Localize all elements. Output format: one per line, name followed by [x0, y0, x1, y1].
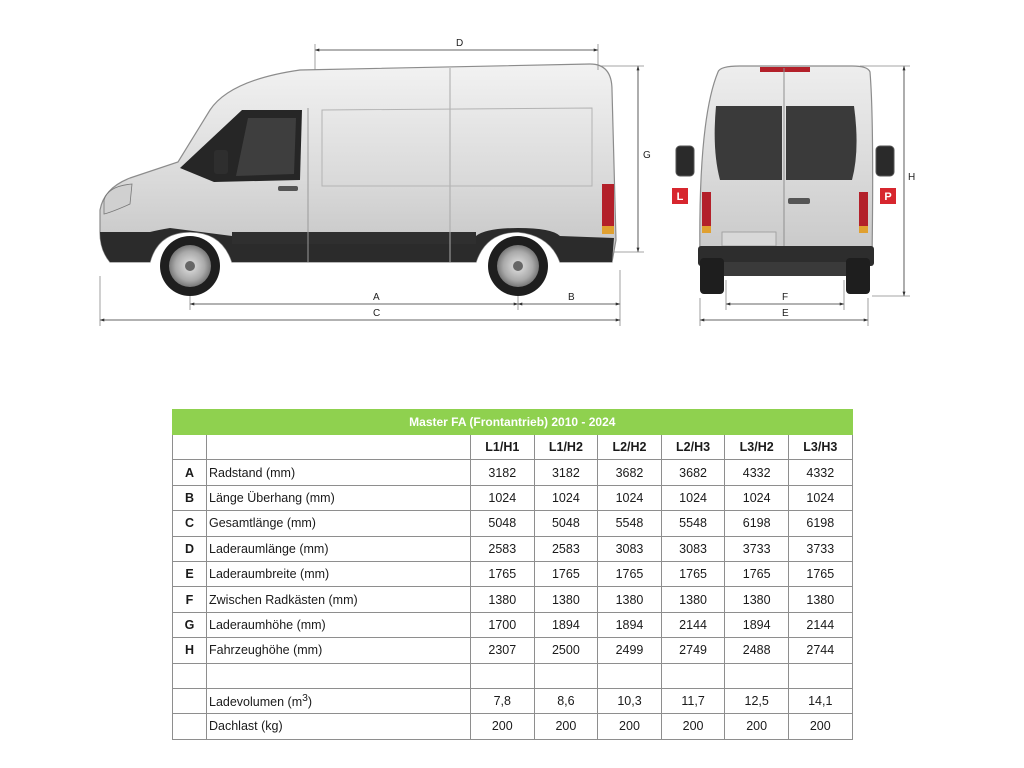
spacer-cell — [173, 663, 207, 688]
volume-value: 8,6 — [534, 688, 598, 713]
column-header: L2/H2 — [598, 435, 662, 460]
row-label: Laderaumbreite (mm) — [207, 561, 471, 586]
row-value: 1380 — [598, 587, 662, 612]
volume-value: 11,7 — [661, 688, 725, 713]
row-value: 6198 — [725, 511, 789, 536]
table-row — [173, 536, 853, 561]
table-row-roof-load — [173, 714, 853, 739]
van-dimension-drawing — [0, 0, 1024, 340]
roof-load-value: 200 — [598, 714, 662, 739]
row-value: 1024 — [534, 485, 598, 510]
row-key: A — [173, 460, 207, 485]
row-value: 2488 — [725, 638, 789, 663]
spacer-cell — [661, 663, 725, 688]
volume-value: 12,5 — [725, 688, 789, 713]
table-row — [173, 612, 853, 637]
row-value: 3182 — [534, 460, 598, 485]
roof-load-value: 200 — [534, 714, 598, 739]
row-key: D — [173, 536, 207, 561]
row-value: 3682 — [661, 460, 725, 485]
table-title: Master FA (Frontantrieb) 2010 - 2024 — [173, 410, 853, 435]
row-label: Laderaumhöhe (mm) — [207, 612, 471, 637]
van-side-view — [100, 64, 616, 296]
row-value: 1765 — [661, 561, 725, 586]
table-spacer-row — [173, 663, 853, 688]
row-value: 3182 — [471, 460, 535, 485]
row-value: 1024 — [725, 485, 789, 510]
row-value: 2583 — [534, 536, 598, 561]
row-value: 1024 — [788, 485, 852, 510]
volume-unit-superscript: 3 — [302, 693, 308, 705]
column-header: L2/H3 — [661, 435, 725, 460]
dim-label-b: B — [568, 292, 575, 303]
table-row-volume — [173, 688, 853, 713]
row-value: 2307 — [471, 638, 535, 663]
row-value: 1380 — [661, 587, 725, 612]
dim-label-f: F — [782, 292, 789, 303]
row-value: 1894 — [598, 612, 662, 637]
row-value: 4332 — [788, 460, 852, 485]
row-value: 4332 — [725, 460, 789, 485]
passenger-side-badge — [880, 188, 896, 204]
row-value: 3083 — [598, 536, 662, 561]
spacer-cell — [207, 663, 471, 688]
roof-load-value: 200 — [788, 714, 852, 739]
row-key: B — [173, 485, 207, 510]
table-title-row — [173, 410, 853, 435]
table-row — [173, 460, 853, 485]
row-value: 1765 — [725, 561, 789, 586]
row-value: 1894 — [534, 612, 598, 637]
volume-label-text: Ladevolumen (m — [209, 695, 303, 710]
row-key-empty — [173, 688, 207, 713]
row-key-empty — [173, 714, 207, 739]
volume-value: 10,3 — [598, 688, 662, 713]
table-row — [173, 638, 853, 663]
dim-label-h: H — [908, 172, 916, 183]
row-value: 2499 — [598, 638, 662, 663]
row-label: Laderaumlänge (mm) — [207, 536, 471, 561]
row-value: 3083 — [661, 536, 725, 561]
row-label: Fahrzeughöhe (mm) — [207, 638, 471, 663]
row-key: E — [173, 561, 207, 586]
left-badge-label: L — [676, 191, 684, 203]
front-wheel — [160, 236, 220, 296]
spacer-cell — [725, 663, 789, 688]
row-value: 1024 — [598, 485, 662, 510]
row-label: Länge Überhang (mm) — [207, 485, 471, 510]
left-side-badge — [672, 188, 688, 204]
row-value: 1894 — [725, 612, 789, 637]
dim-label-g: G — [643, 150, 651, 161]
row-value: 2144 — [788, 612, 852, 637]
right-badge-label: P — [884, 191, 892, 203]
row-label: Zwischen Radkästen (mm) — [207, 587, 471, 612]
van-rear-view — [676, 66, 894, 294]
table-row — [173, 561, 853, 586]
row-value: 1765 — [534, 561, 598, 586]
row-value: 5548 — [661, 511, 725, 536]
header-empty-label — [207, 435, 471, 460]
row-value: 1380 — [725, 587, 789, 612]
row-value: 5048 — [534, 511, 598, 536]
rear-wheel — [488, 236, 548, 296]
row-value: 2144 — [661, 612, 725, 637]
roof-load-value: 200 — [725, 714, 789, 739]
spacer-cell — [788, 663, 852, 688]
row-value: 1765 — [788, 561, 852, 586]
roof-load-value: 200 — [471, 714, 535, 739]
row-key: F — [173, 587, 207, 612]
volume-value: 14,1 — [788, 688, 852, 713]
spec-table — [172, 409, 853, 740]
row-label: Radstand (mm) — [207, 460, 471, 485]
row-value: 1024 — [661, 485, 725, 510]
row-value: 2744 — [788, 638, 852, 663]
row-value: 5548 — [598, 511, 662, 536]
row-value: 6198 — [788, 511, 852, 536]
volume-label-end: ) — [307, 695, 313, 710]
row-value: 2500 — [534, 638, 598, 663]
column-header: L3/H3 — [788, 435, 852, 460]
row-value: 1380 — [788, 587, 852, 612]
row-value: 5048 — [471, 511, 535, 536]
row-value: 1380 — [534, 587, 598, 612]
row-value: 2583 — [471, 536, 535, 561]
row-value: 1765 — [598, 561, 662, 586]
spacer-cell — [598, 663, 662, 688]
table-header-row — [173, 435, 853, 460]
volume-label — [207, 688, 471, 713]
row-value: 3733 — [788, 536, 852, 561]
table-row — [173, 511, 853, 536]
row-key: G — [173, 612, 207, 637]
column-header: L1/H2 — [534, 435, 598, 460]
column-header: L3/H2 — [725, 435, 789, 460]
table-row — [173, 485, 853, 510]
row-value: 3733 — [725, 536, 789, 561]
header-empty-key — [173, 435, 207, 460]
row-value: 1380 — [471, 587, 535, 612]
row-value: 1024 — [471, 485, 535, 510]
table-row — [173, 587, 853, 612]
roof-load-value: 200 — [661, 714, 725, 739]
row-label: Gesamtlänge (mm) — [207, 511, 471, 536]
column-header: L1/H1 — [471, 435, 535, 460]
row-value: 2749 — [661, 638, 725, 663]
roof-load-label: Dachlast (kg) — [207, 714, 471, 739]
row-value: 1765 — [471, 561, 535, 586]
spacer-cell — [534, 663, 598, 688]
dim-label-e: E — [782, 308, 789, 319]
row-value: 1700 — [471, 612, 535, 637]
row-key: H — [173, 638, 207, 663]
dim-label-d: D — [456, 38, 464, 49]
dim-label-a: A — [373, 292, 380, 303]
row-value: 3682 — [598, 460, 662, 485]
volume-value: 7,8 — [471, 688, 535, 713]
dim-label-c: C — [373, 308, 381, 319]
spacer-cell — [471, 663, 535, 688]
row-key: C — [173, 511, 207, 536]
